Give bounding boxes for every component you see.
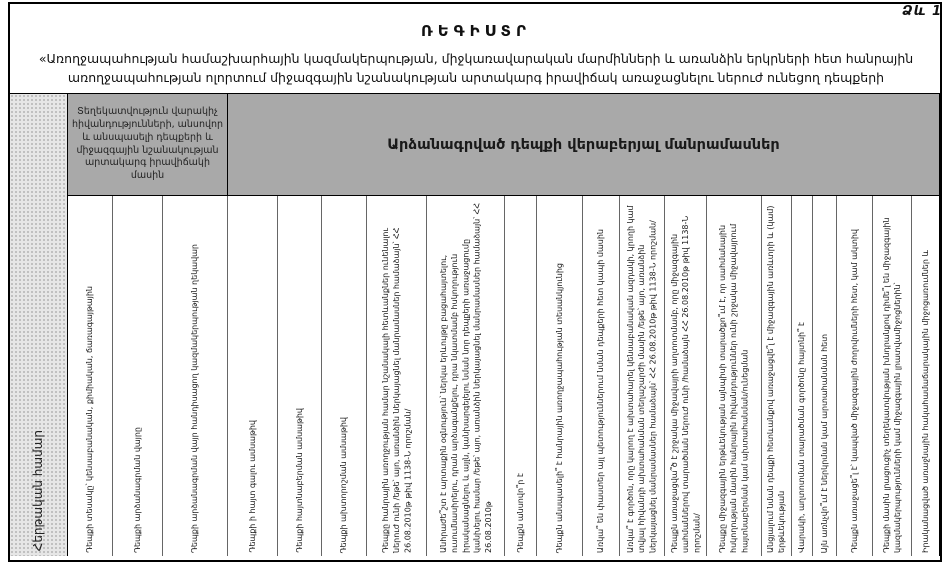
- group-header-event-information: Տեղեկատվություն վարակիչ հիվանդությունների, անսովոր և անսպասելի դեպքերի և միջազգային նշանակության արտակարգ իրավիճակի մասին: [68, 94, 228, 195]
- column-serial-number-label: Հերթական համար: [31, 429, 46, 551]
- column-international-gatherings: [837, 196, 873, 556]
- column-public-health-impact-label: Դեպքը հանրային առողջության համար նշանակալի հետևանքներ ունենալու ներուժ ունի /եթե՝ այո, առանձին ներկայացնել մանրամասներ համաձայն՝ ՀՀ 26.08.2010թ թիվ 1138-Ն որոշման/: [380, 227, 413, 553]
- table-right-section: [68, 94, 939, 556]
- column-vector-factor-label: Առկա՞ է գործոն, որը կարող է ախտահարել կենսաբանական ազդակի, կրողի կամ տվյալ հիվանդի ախտահանման տեղաշարժի մասին /եթե՝ այո, առանձին ներկայացնել մանրամասներ համաձայն՝ ՀՀ 26.08.2010թ թիվ 1138-Ն որոշման/: [626, 205, 658, 553]
- column-international-traffic-area: [707, 196, 762, 556]
- column-registration-place: [113, 196, 163, 556]
- page-title: ՌԵԳԻՍՏՐ: [421, 22, 531, 40]
- column-detection-date-label: Դեպքի հայտնաբերման ամսաթիվ: [294, 408, 304, 553]
- column-environmental-contamination: [665, 196, 707, 556]
- page-subtitle: «Առողջապահության համաշխարհային կազմակերպության, միջկառավարական մարմինների և առանձին երկրների հետ հանրային առողջապահության ոլորտում միջազգային նշանակության արտակարգ իրավիճակ առաջացնելու ներուժ ունեցող դեպքերի: [38, 51, 914, 85]
- column-external-assistance-needed-label: Անհրաժե՞շտ է արտաքին օգնություն՝ ներկա երևույթը բացահայտելու, ուսումնասիրելու, դրան արձագանքելու, դրա նկատմամբ հսկողություն իրականացնելու և այլն, կանխարգելելու նման նոր դեպքերի առաջացումը կանխելու համար /եթե՝ այո, առանձին ներկայացնել մանրամասներ համաձայն՝ ՀՀ 26.08.2010թ: [438, 202, 493, 553]
- column-past-trade-travel-restrictions: [762, 196, 792, 556]
- column-international-gatherings-label: Դեպքն առաջացե՞լ է՝ կապված միջազգային ժողովումների հետ, կամ ակտիվ: [849, 228, 859, 553]
- column-onset-date-label: Դեպքի ի հայտ գալու ամսաթիվ: [247, 420, 257, 553]
- column-event-type-label: Դեպքի տեսակը՝ կենսաբանական, քիմիական, ճառագայթային: [85, 286, 95, 553]
- column-detection-date: [278, 196, 322, 556]
- column-link-other-countries-label: Առկա՞ են փաստեր այլ պետություններում նման դեպքերի հետ կապի մասին: [596, 228, 606, 553]
- column-link-other-countries: [583, 196, 620, 556]
- table-group-header-row: [68, 94, 939, 196]
- column-import-export-relation-label: Այն առնչվո՞ւմ է ներկրման կամ արտահանման հետ: [819, 333, 829, 553]
- column-external-assistance-needed: [427, 196, 505, 556]
- column-serial-number: [10, 94, 68, 556]
- column-media-info-requests: [873, 196, 912, 556]
- form-number-label: Ձև 1: [902, 4, 942, 19]
- column-implemented-measures-label: Իրականացված առաջնային հակահամաճարակային միջոցառումներ և: [920, 249, 930, 553]
- column-event-unusual-label: Դեպքն անսովո՞ր է: [515, 473, 525, 553]
- group-header-recorded-case-details: Արձանագրված դեպքի վերաբերյալ մանրամասներ: [228, 94, 939, 195]
- column-past-trade-travel-restrictions-label: Անցյալում նման դեպքի հետևանքով առաջացվե՞լ է միջազգային առևտրի և (կամ) երթևեկության: [766, 205, 787, 553]
- table-column-header-row: [68, 196, 939, 556]
- column-environmental-contamination-label: Դեպքն առաջացվա՞ծ է շրջակա միջավայրի աղտոտմամբ, որը միջազգային սահմաններով տարածման ներուժ ունի /համաձայն ՀՀ 26.08.2010թ թիվ 1138-Ն որոշման/: [669, 215, 702, 553]
- column-onset-date: [228, 196, 278, 556]
- column-implemented-measures: [912, 196, 939, 556]
- column-diagnosis-date-label: Դեպքի ախտորոշման ամսաթիվ: [339, 416, 349, 553]
- column-registration-place-label: Դեպքի արձանագրման վայրը: [132, 427, 142, 553]
- column-vector-factor: [620, 196, 665, 556]
- column-spread-factor-known-label: Վարակի, աղտոտման տարածման գործոնը հայտնի՞ է: [797, 322, 807, 553]
- column-event-unusual: [505, 196, 537, 556]
- column-organization-head-label: Դեպքի արձանագրման վայր հանդիսացող կազմակերպության ղեկավար: [190, 243, 200, 553]
- column-public-health-impact: [367, 196, 427, 556]
- column-event-unexpected: [537, 196, 583, 556]
- column-organization-head: [163, 196, 228, 556]
- column-diagnosis-date: [322, 196, 367, 556]
- column-international-traffic-area-label: Դեպքը միջազգային երթևեկության այնպիսի տարածքո՞ւմ է, որ սահմանային հսկողության մասին հանրային հիվանդություններ ունի շրջակա միջավայրում հայտնաբերման կամ ախտահանման/ունեցման: [718, 223, 750, 553]
- column-event-unexpected-label: Դեպքն անսպասելի՞ է հանրային առողջապահության տեսանկյունից: [554, 262, 564, 553]
- register-table: [10, 93, 940, 556]
- column-import-export-relation: [813, 196, 837, 556]
- column-media-info-requests-label: Դեպքի մասին լրացուցիչ տեղեկատվության խնդրանքով դիմե՞լ են միջազգային կազմակերպությունների կամ միջազգային լրատվամիջոցներին՝: [881, 217, 902, 553]
- column-spread-factor-known: [792, 196, 813, 556]
- column-event-type: [68, 196, 113, 556]
